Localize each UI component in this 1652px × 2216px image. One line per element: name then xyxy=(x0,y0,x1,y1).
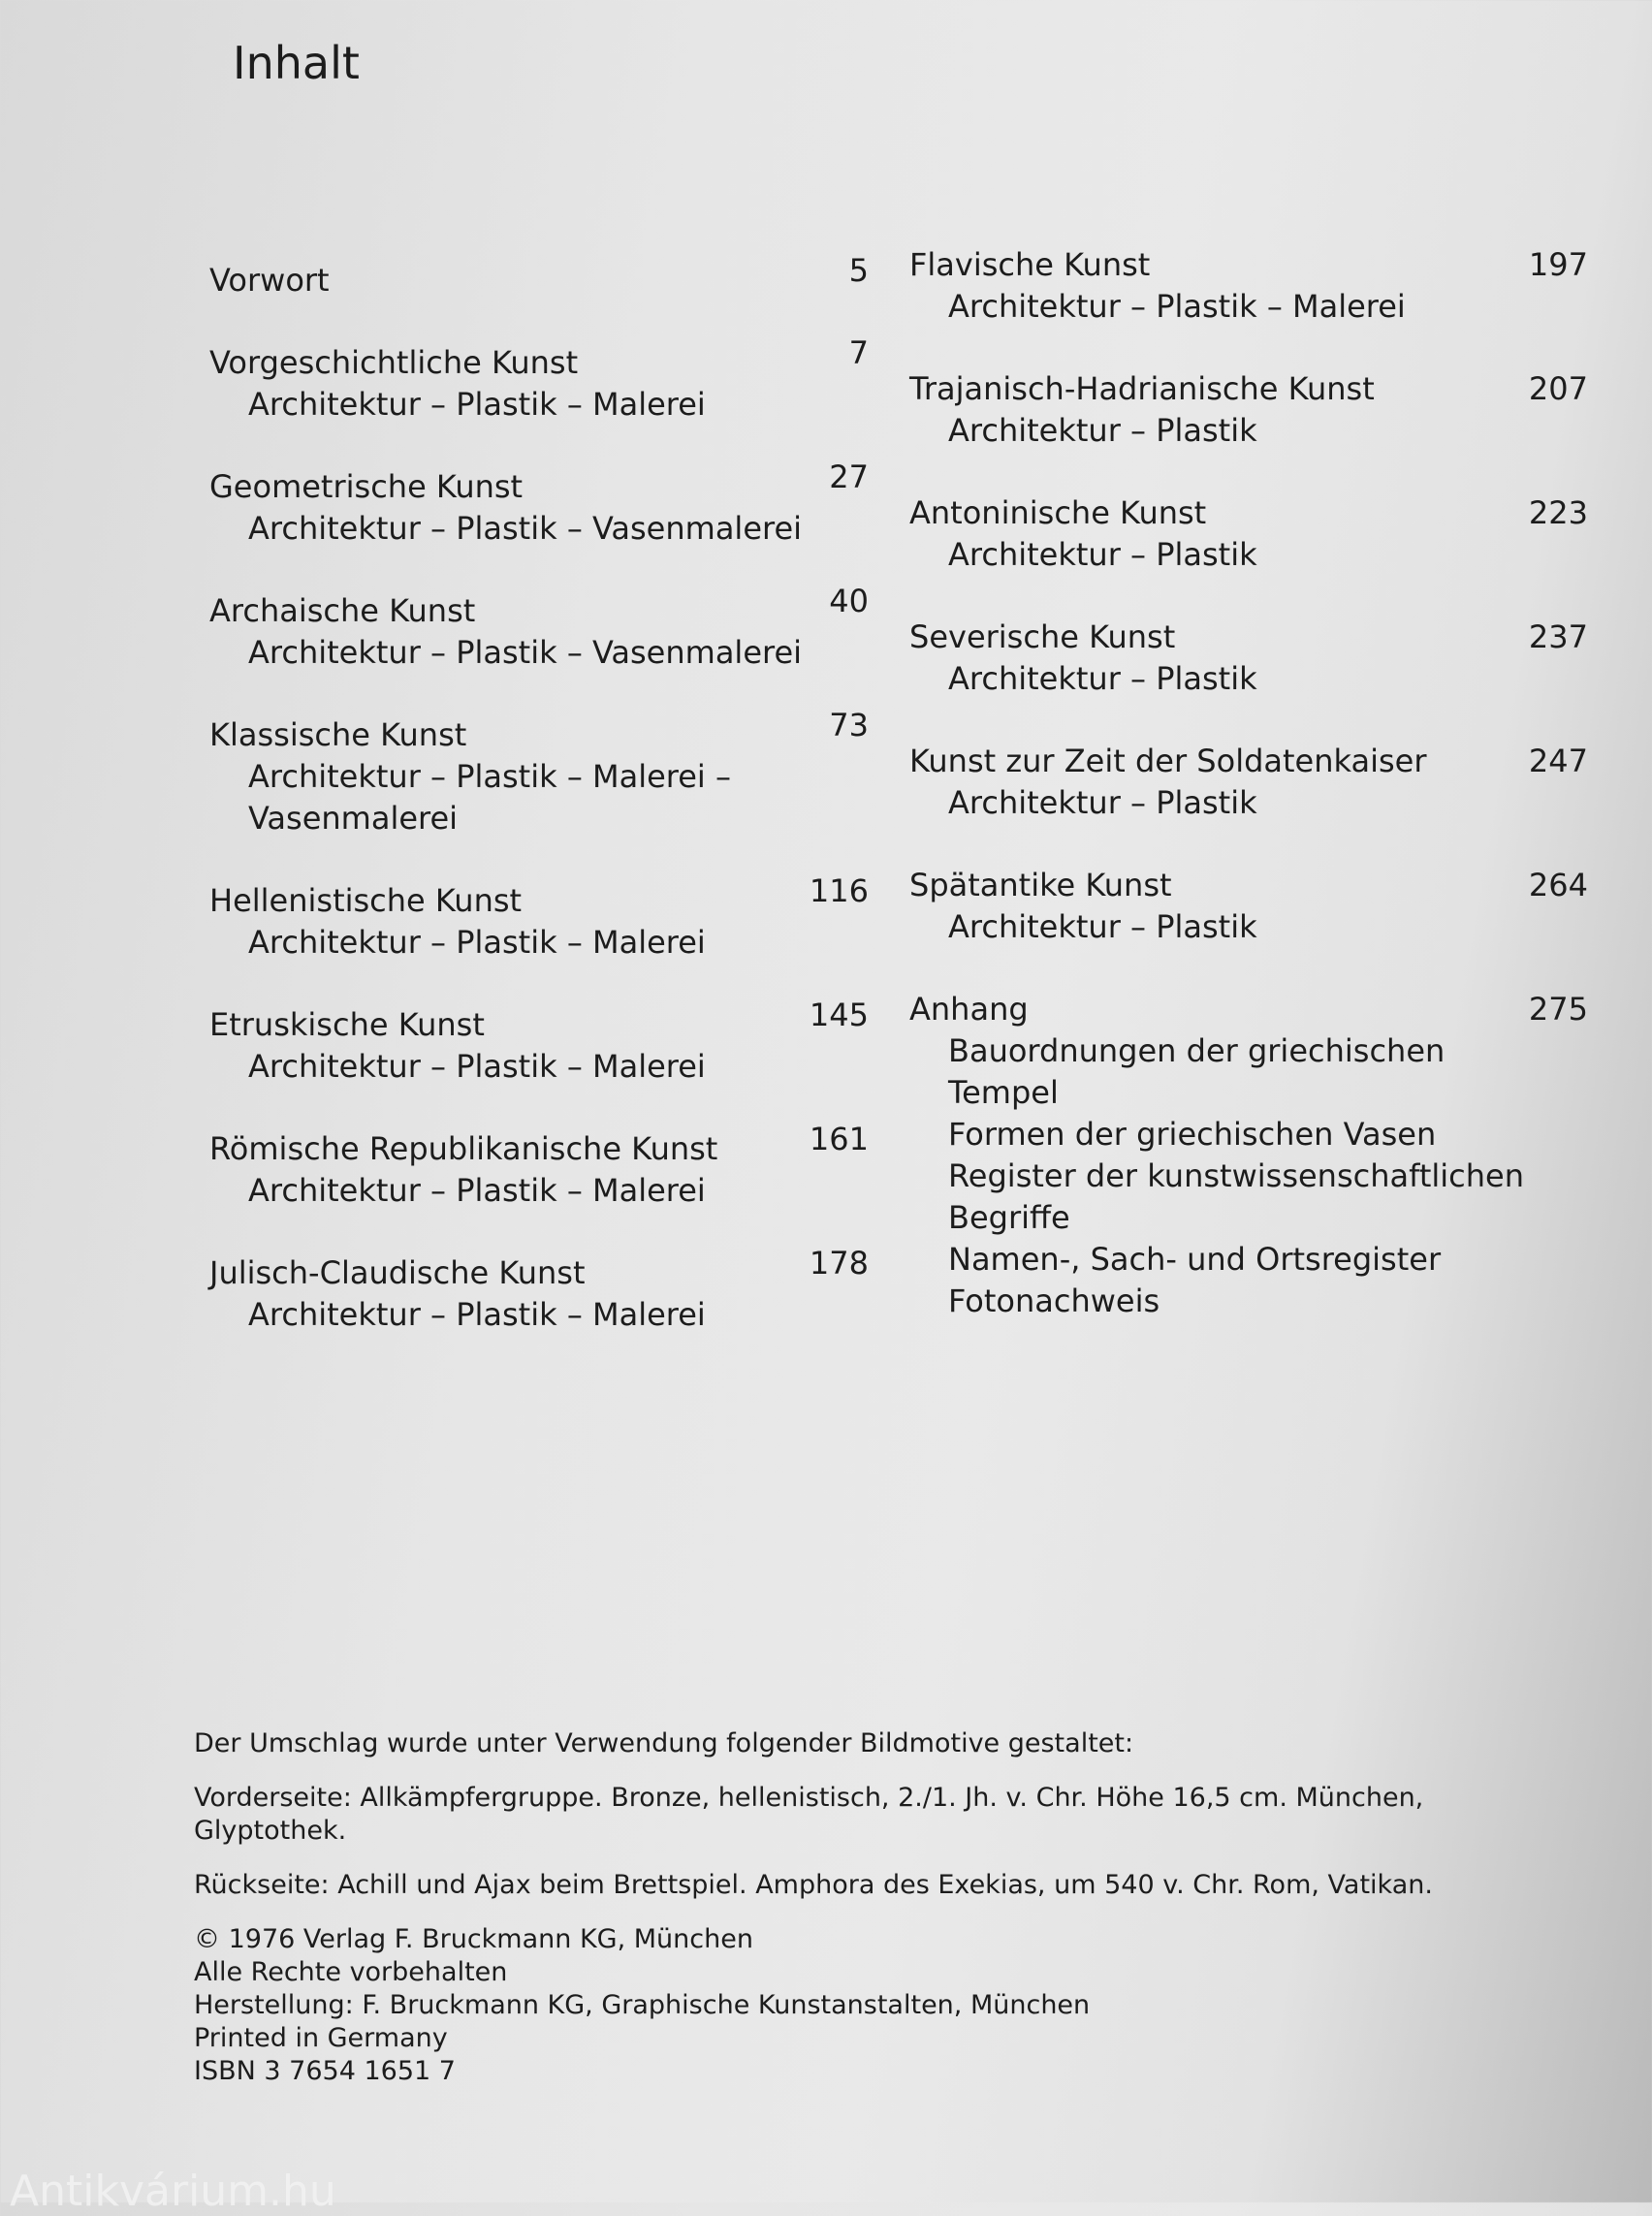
toc-entry-page: 7 xyxy=(848,334,869,371)
toc-entry-appendix xyxy=(909,989,1588,1322)
toc-entry-page: 161 xyxy=(809,1121,869,1157)
toc-entry-page: 116 xyxy=(809,872,869,909)
toc-left-column xyxy=(209,252,869,1377)
toc-entry-title: Römische Republikanische Kunst xyxy=(209,1130,718,1167)
imprint-line: Herstellung: F. Bruckmann KG, Graphische Kunstanstalten, München xyxy=(194,1990,1091,2020)
toc-entry-subtitle: Architektur – Plastik xyxy=(948,412,1257,449)
toc-right-column xyxy=(909,244,1588,1363)
toc-entry-subtitle: Architektur – Plastik xyxy=(948,660,1257,697)
toc-entry-title: Trajanisch-Hadrianische Kunst xyxy=(909,370,1375,407)
toc-entry-title: Flavische Kunst xyxy=(909,246,1151,283)
toc-entry-subtitle: Architektur – Plastik – Malerei xyxy=(248,386,706,423)
toc-entry-page: 145 xyxy=(809,997,869,1033)
toc-entry-subtitle: Architektur – Plastik – Vasenmalerei xyxy=(248,510,803,547)
appendix-item: Fotonachweis xyxy=(948,1282,1160,1319)
toc-entry-subtitle-cont: Vasenmalerei xyxy=(248,800,459,837)
appendix-item: Bauordnungen der griechischen xyxy=(948,1032,1446,1069)
toc-entry-title: Hellenistische Kunst xyxy=(209,882,523,919)
toc-entry-title: Antoninische Kunst xyxy=(909,494,1207,531)
toc-entry-title: Etruskische Kunst xyxy=(209,1006,485,1043)
toc-entry-page: 5 xyxy=(848,252,869,289)
toc-entry-subtitle: Architektur – Plastik – Malerei xyxy=(248,924,706,961)
toc-entry-page: 197 xyxy=(1528,246,1588,283)
toc-entry xyxy=(209,583,869,674)
appendix-item: Formen der griechischen Vasen xyxy=(948,1116,1437,1153)
toc-entry-page: 223 xyxy=(1528,494,1588,531)
appendix-item: Tempel xyxy=(948,1074,1059,1111)
cover-front: Vorderseite: Allkämpfergruppe. Bronze, hellenistisch, 2./1. Jh. v. Chr. Höhe 16,5 cm. München, Glyptothek. xyxy=(194,1783,1424,1846)
toc-entry-page: 40 xyxy=(829,583,869,619)
imprint-line: Alle Rechte vorbehalten xyxy=(194,1957,508,1987)
imprint-line: © 1976 Verlag F. Bruckmann KG, München xyxy=(194,1924,753,1954)
toc-entry-subtitle: Architektur – Plastik xyxy=(948,784,1257,821)
toc-entry xyxy=(209,1121,869,1212)
toc-entry-subtitle: Architektur – Plastik – Malerei xyxy=(248,1172,706,1209)
toc-entry xyxy=(209,997,869,1088)
toc-entry-page: 237 xyxy=(1528,618,1588,655)
toc-entry-page: 275 xyxy=(1528,991,1588,1028)
toc-entry xyxy=(209,707,869,839)
toc-entry-title: Spätantike Kunst xyxy=(909,867,1172,903)
toc-entry xyxy=(209,1245,869,1336)
toc-entry-title: Vorwort xyxy=(209,262,330,299)
toc-entry-title: Geometrische Kunst xyxy=(209,468,524,505)
appendix-item: Begriffe xyxy=(948,1199,1070,1236)
toc-entry xyxy=(909,865,1588,948)
toc-entry-page: 247 xyxy=(1528,743,1588,779)
cover-back: Rückseite: Achill und Ajax beim Brettspiel. Amphora des Exekias, um 540 v. Chr. Rom, Vatikan. xyxy=(194,1870,1433,1900)
toc-entry-page: 264 xyxy=(1528,867,1588,903)
toc-entry-page: 73 xyxy=(829,707,869,744)
colophon xyxy=(194,1727,1571,2088)
toc-entry-subtitle: Architektur – Plastik – Malerei xyxy=(248,1048,706,1085)
appendix-item: Register der kunstwissenschaftlichen xyxy=(948,1157,1524,1194)
toc-entry xyxy=(909,244,1588,328)
toc-entry-subtitle: Architektur – Plastik xyxy=(948,908,1257,945)
imprint-line: ISBN 3 7654 1651 7 xyxy=(194,2056,456,2086)
cover-intro: Der Umschlag wurde unter Verwendung folgender Bildmotive gestaltet: xyxy=(194,1728,1134,1758)
toc-entry xyxy=(909,368,1588,452)
toc-entry-subtitle: Architektur – Plastik – Malerei xyxy=(948,288,1406,325)
toc-entry-title: Archaische Kunst xyxy=(209,592,476,629)
toc-entry-page: 178 xyxy=(809,1245,869,1282)
toc-entry-subtitle: Architektur – Plastik xyxy=(948,536,1257,573)
imprint-line: Printed in Germany xyxy=(194,2023,448,2053)
toc-entry-title: Anhang xyxy=(909,991,1029,1028)
toc-entry-title: Julisch-Claudische Kunst xyxy=(209,1254,586,1291)
toc-entry-page: 27 xyxy=(829,459,869,495)
toc-entry-title: Klassische Kunst xyxy=(209,716,467,753)
toc-entry-title: Severische Kunst xyxy=(909,618,1176,655)
toc-entry xyxy=(909,741,1588,824)
toc-entry-title: Kunst zur Zeit der Soldatenkaiser xyxy=(909,743,1427,779)
toc-entry xyxy=(209,252,869,301)
imprint xyxy=(194,1923,1571,2088)
toc-entry xyxy=(909,492,1588,576)
toc-entry-page: 207 xyxy=(1528,370,1588,407)
appendix-item: Namen-, Sach- und Ortsregister xyxy=(948,1241,1442,1278)
toc-entry xyxy=(909,617,1588,700)
toc-entry-title: Vorgeschichtliche Kunst xyxy=(209,344,579,381)
toc-entry-subtitle: Architektur – Plastik – Malerei – xyxy=(248,758,731,795)
page-title: Inhalt xyxy=(233,37,360,89)
toc-entry xyxy=(209,459,869,550)
toc-entry-subtitle: Architektur – Plastik – Malerei xyxy=(248,1296,706,1333)
toc-entry xyxy=(209,872,869,964)
toc-entry xyxy=(209,334,869,426)
toc-entry-subtitle: Architektur – Plastik – Vasenmalerei xyxy=(248,634,803,671)
watermark: Antikvárium.hu xyxy=(10,2167,336,2216)
